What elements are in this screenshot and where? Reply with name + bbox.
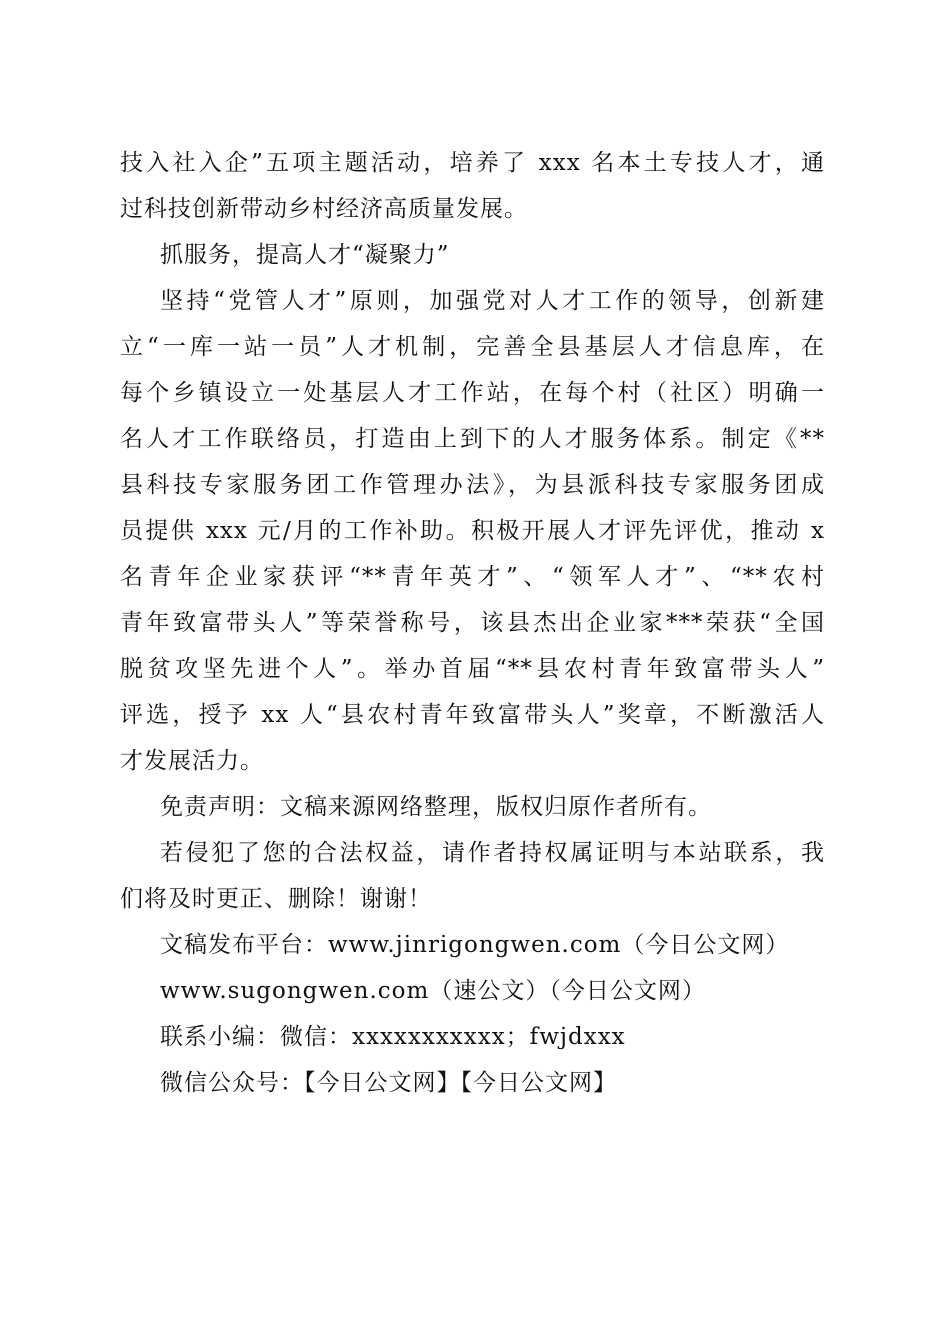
text-line: 技入社入企”五项主题活动，培养了 xxx 名本土专技人才，通	[120, 150, 825, 176]
text-line: 免责声明：文稿来源网络整理，版权归原作者所有。	[160, 794, 712, 820]
text-line: 过科技创新带动乡村经济高质量发展。	[120, 196, 528, 222]
text-line: 文稿发布平台：www.jinrigongwen.com（今日公文网）	[160, 932, 790, 958]
site-address	[120, 968, 825, 1014]
text-line: 联系小编：微信：xxxxxxxxxxx；fwjdxxx	[160, 1024, 626, 1050]
text-line: 县科技专家服务团工作管理办法》，为县派科技专家服务团成	[120, 472, 825, 498]
text-line: 青年致富带头人”等荣誉称号，该县杰出企业家***荣获“全国	[120, 610, 825, 636]
publish-platform	[120, 922, 825, 968]
text-line: 抓服务，提高人才“凝聚力”	[160, 242, 450, 268]
text-line: 才发展活力。	[120, 748, 264, 774]
text-line: 若侵犯了您的合法权益，请作者持权属证明与本站联系，我	[160, 840, 825, 866]
text-line: 们将及时更正、删除！谢谢！	[120, 886, 432, 912]
section-heading	[120, 232, 825, 278]
paragraph-continuation	[120, 140, 825, 232]
infringement-notice	[120, 830, 825, 922]
disclaimer-text	[120, 784, 825, 830]
document-body	[120, 140, 825, 1106]
text-line: 名人才工作联络员，打造由上到下的人才服务体系。制定《**	[120, 426, 825, 452]
text-line: 立“一库一站一员”人才机制，完善全县基层人才信息库，在	[120, 334, 825, 360]
text-line: 名青年企业家获评“**青年英才”、“领军人才”、“**农村	[120, 564, 825, 590]
official-account	[120, 1060, 825, 1106]
paragraph-body	[120, 278, 825, 784]
contact-info	[120, 1014, 825, 1060]
text-line: 员提供 xxx 元/月的工作补助。积极开展人才评先评优，推动 x	[120, 518, 825, 544]
text-line: 坚持“党管人才”原则，加强党对人才工作的领导，创新建	[160, 288, 825, 314]
text-line: 每个乡镇设立一处基层人才工作站，在每个村（社区）明确一	[120, 380, 825, 406]
text-line: 评选，授予 xx 人“县农村青年致富带头人”奖章，不断激活人	[120, 702, 825, 728]
text-line: www.sugongwen.com（速公文）（今日公文网）	[160, 978, 706, 1004]
text-line: 微信公众号：【今日公文网】【今日公文网】	[160, 1070, 617, 1096]
text-line: 脱贫攻坚先进个人”。举办首届“**县农村青年致富带头人”	[120, 656, 825, 682]
